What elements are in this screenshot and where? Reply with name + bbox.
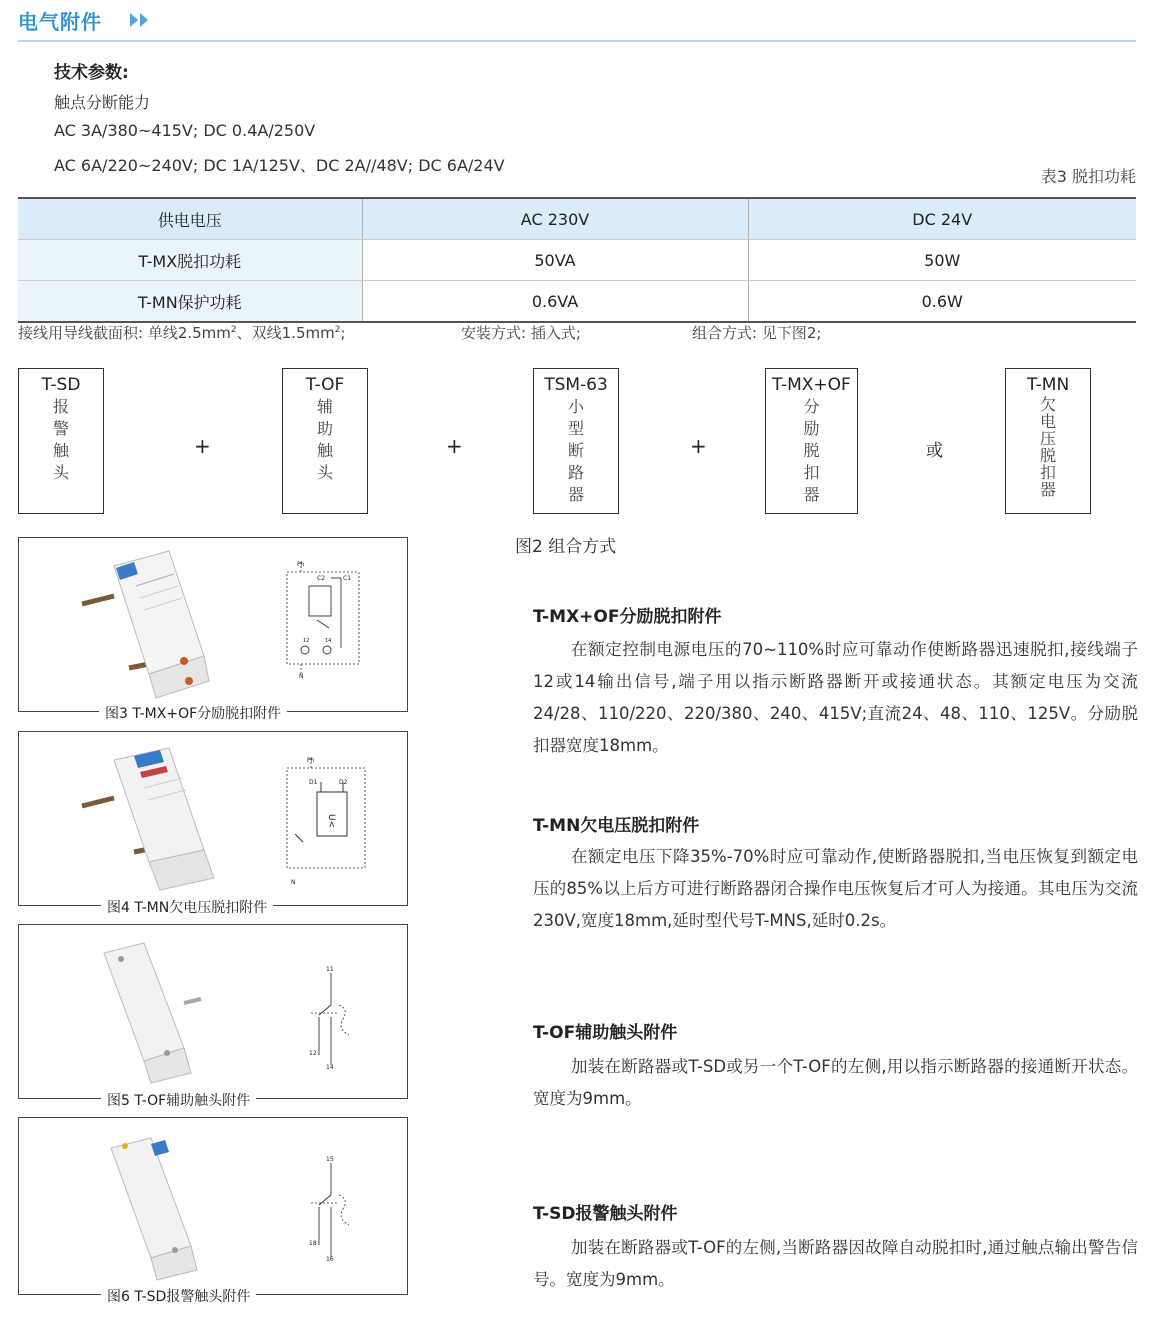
diagram-label: D1 <box>309 779 318 786</box>
diagram-label: 18 <box>309 1240 317 1247</box>
header-divider <box>18 40 1136 42</box>
figure-5-frame <box>18 924 408 1109</box>
diagram-label: 15 <box>326 1156 334 1163</box>
diagram-label: 14 <box>325 638 332 644</box>
table-row <box>18 281 1136 323</box>
wire-size-single: 接线用导线截面积: 单线2.5mm <box>18 324 231 342</box>
diagram-label: D2 <box>339 779 348 786</box>
diagram-label: 12 <box>303 638 310 644</box>
section-heading: T-MN欠电压脱扣附件 <box>533 816 700 836</box>
section-text: 在额定电压下降35%-70%时应可靠动作,使断路器脱扣,当电压恢复到额定电压的85%以上后方可进行断路器闭合操作电压恢复后才可人为接通。其电压为交流230V,宽度18mm,延时型代号T-MNS,延时0.2s。 <box>533 847 1138 930</box>
table-cell: 50VA <box>362 240 748 281</box>
table-cell: T-MN保护功耗 <box>18 281 362 323</box>
power-consumption-table <box>18 197 1136 323</box>
plus-sign: + <box>194 434 211 458</box>
combo-method: 组合方式: 见下图2; <box>692 324 822 342</box>
figure-2-caption: 图2 组合方式 <box>515 537 617 557</box>
combo-code: TSM-63 <box>544 375 608 395</box>
table-cell: 0.6VA <box>362 281 748 323</box>
combo-name-char: 电 <box>1039 412 1056 431</box>
circuit-diagram <box>281 754 371 894</box>
section-paragraph <box>533 841 1138 937</box>
device-illustration <box>99 1128 299 1288</box>
combo-name-char: 器 <box>567 485 584 504</box>
combo-name-char: 报 <box>52 397 69 416</box>
superscript: 2 <box>230 325 237 335</box>
combo-name-char: 助 <box>316 419 333 438</box>
combo-name-char: 头 <box>52 463 69 482</box>
device-illustration <box>74 740 274 900</box>
combo-name-char: 触 <box>52 441 69 460</box>
section-text: 加装在断路器或T-OF的左侧,当断路器因故障自动脱扣时,通过触点输出警告信号。宽度为9mm。 <box>533 1238 1138 1289</box>
section-heading: T-MX+OF分励脱扣附件 <box>533 607 722 627</box>
specs-title: 技术参数: <box>54 63 129 83</box>
combo-name-char: 器 <box>1039 480 1056 499</box>
table-row <box>18 240 1136 281</box>
combo-code: T-OF <box>305 375 345 395</box>
combo-name-char: 励 <box>803 419 820 438</box>
diagram-label: C2 <box>317 575 326 582</box>
table-cell: T-MX脱扣功耗 <box>18 240 362 281</box>
plus-sign: + <box>690 434 707 458</box>
combo-name-char: 器 <box>803 485 820 504</box>
combo-name-char: 头 <box>316 463 333 482</box>
combo-name-char: 路 <box>567 463 584 482</box>
combo-name-char: 型 <box>567 419 584 438</box>
table-cell: 0.6W <box>748 281 1136 323</box>
figure-4-frame <box>18 731 408 916</box>
plus-sign: + <box>446 434 463 458</box>
wire-size-end: ; <box>340 324 346 342</box>
section-heading: T-OF辅助触头附件 <box>533 1023 678 1043</box>
figure-6-caption: 图6 T-SD报警触头附件 <box>101 1286 256 1306</box>
combo-box-t-of <box>282 368 368 514</box>
table-header-cell: AC 230V <box>362 198 748 240</box>
combo-name-char: 断 <box>567 441 584 460</box>
combo-name-char: 分 <box>803 397 820 416</box>
combo-box-t-mn <box>1005 368 1091 514</box>
device-illustration <box>74 546 274 706</box>
combo-box-tsm-63 <box>533 368 619 514</box>
section-paragraph <box>533 1232 1138 1296</box>
table-header-cell: DC 24V <box>748 198 1136 240</box>
diagram-label: C1 <box>343 575 352 582</box>
section-paragraph <box>533 634 1138 762</box>
combo-code: T-MN <box>1026 375 1070 395</box>
diagram-label: Ph <box>297 561 305 568</box>
superscript: 2 <box>334 325 341 335</box>
section-text: 加装在断路器或T-SD或另一个T-OF的左侧,用以指示断路器的接通断开状态。宽度为9mm。 <box>533 1057 1138 1108</box>
combo-name-char: 扣 <box>803 463 820 482</box>
wire-size-note <box>18 322 346 343</box>
combo-name-char: 脱 <box>803 441 820 460</box>
specs-line-1: 触点分断能力 <box>54 93 151 112</box>
combo-code: T-MX+OF <box>772 375 851 395</box>
figure-5-caption: 图5 T-OF辅助触头附件 <box>101 1090 256 1110</box>
diagram-label: 14 <box>326 1064 334 1071</box>
figure-4-caption: 图4 T-MN欠电压脱扣附件 <box>101 897 273 917</box>
table-header-cell: 供电电压 <box>18 198 362 240</box>
figure-3-frame <box>18 537 408 722</box>
figure-6-frame <box>18 1117 408 1305</box>
combo-name-char: 辅 <box>316 397 333 416</box>
combo-box-t-mx-of <box>765 368 858 514</box>
diagram-label: 12 <box>309 1050 317 1057</box>
combo-code: T-SD <box>41 375 81 395</box>
diagram-label: N <box>291 879 296 886</box>
combo-name-char: 小 <box>567 397 584 416</box>
combo-name-char: 扣 <box>1039 463 1056 482</box>
combo-name-char: 触 <box>316 441 333 460</box>
combo-box-t-sd <box>18 368 104 514</box>
diagram-label: U< <box>326 814 336 829</box>
diagram-label: 11 <box>326 966 334 973</box>
combo-name-char: 欠 <box>1039 395 1056 414</box>
diagram-label: Ph <box>307 757 315 764</box>
circuit-diagram <box>281 558 371 678</box>
section-title: 电气附件 <box>18 10 102 34</box>
combo-name-char: 脱 <box>1039 446 1056 465</box>
section-text: 在额定控制电源电压的70~110%时应可靠动作使断路器迅速脱扣,接线端子12或14输出信号,端子用以指示断路器断开或接通状态。其额定电压为交流24/28、110/220、220/380、240、415V;直流24、48、110、125V。分励脱扣器宽度18mm。 <box>533 640 1138 755</box>
install-method: 安装方式: 插入式; <box>461 324 581 342</box>
specs-line-3: AC 6A/220~240V; DC 1A/125V、DC 2A//48V; DC 6A/24V <box>54 156 505 175</box>
diagram-label: 16 <box>326 1256 334 1263</box>
diagram-label: N <box>299 673 304 678</box>
figure-3-caption: 图3 T-MX+OF分励脱扣附件 <box>99 703 287 723</box>
section-paragraph <box>533 1051 1138 1115</box>
wire-size-double: 、双线1.5mm <box>236 324 335 342</box>
specs-line-2: AC 3A/380~415V; DC 0.4A/250V <box>54 121 316 140</box>
combo-name-char: 压 <box>1039 429 1056 448</box>
device-illustration <box>89 933 289 1093</box>
table-caption: 表3 脱扣功耗 <box>1040 167 1136 186</box>
table-cell: 50W <box>748 240 1136 281</box>
or-label: 或 <box>926 441 943 461</box>
circuit-diagram <box>301 1153 371 1263</box>
double-arrow-icon <box>128 10 152 30</box>
combo-name-char: 警 <box>52 419 69 438</box>
section-heading: T-SD报警触头附件 <box>533 1204 678 1224</box>
table-header-row <box>18 198 1136 240</box>
circuit-diagram <box>301 965 371 1075</box>
